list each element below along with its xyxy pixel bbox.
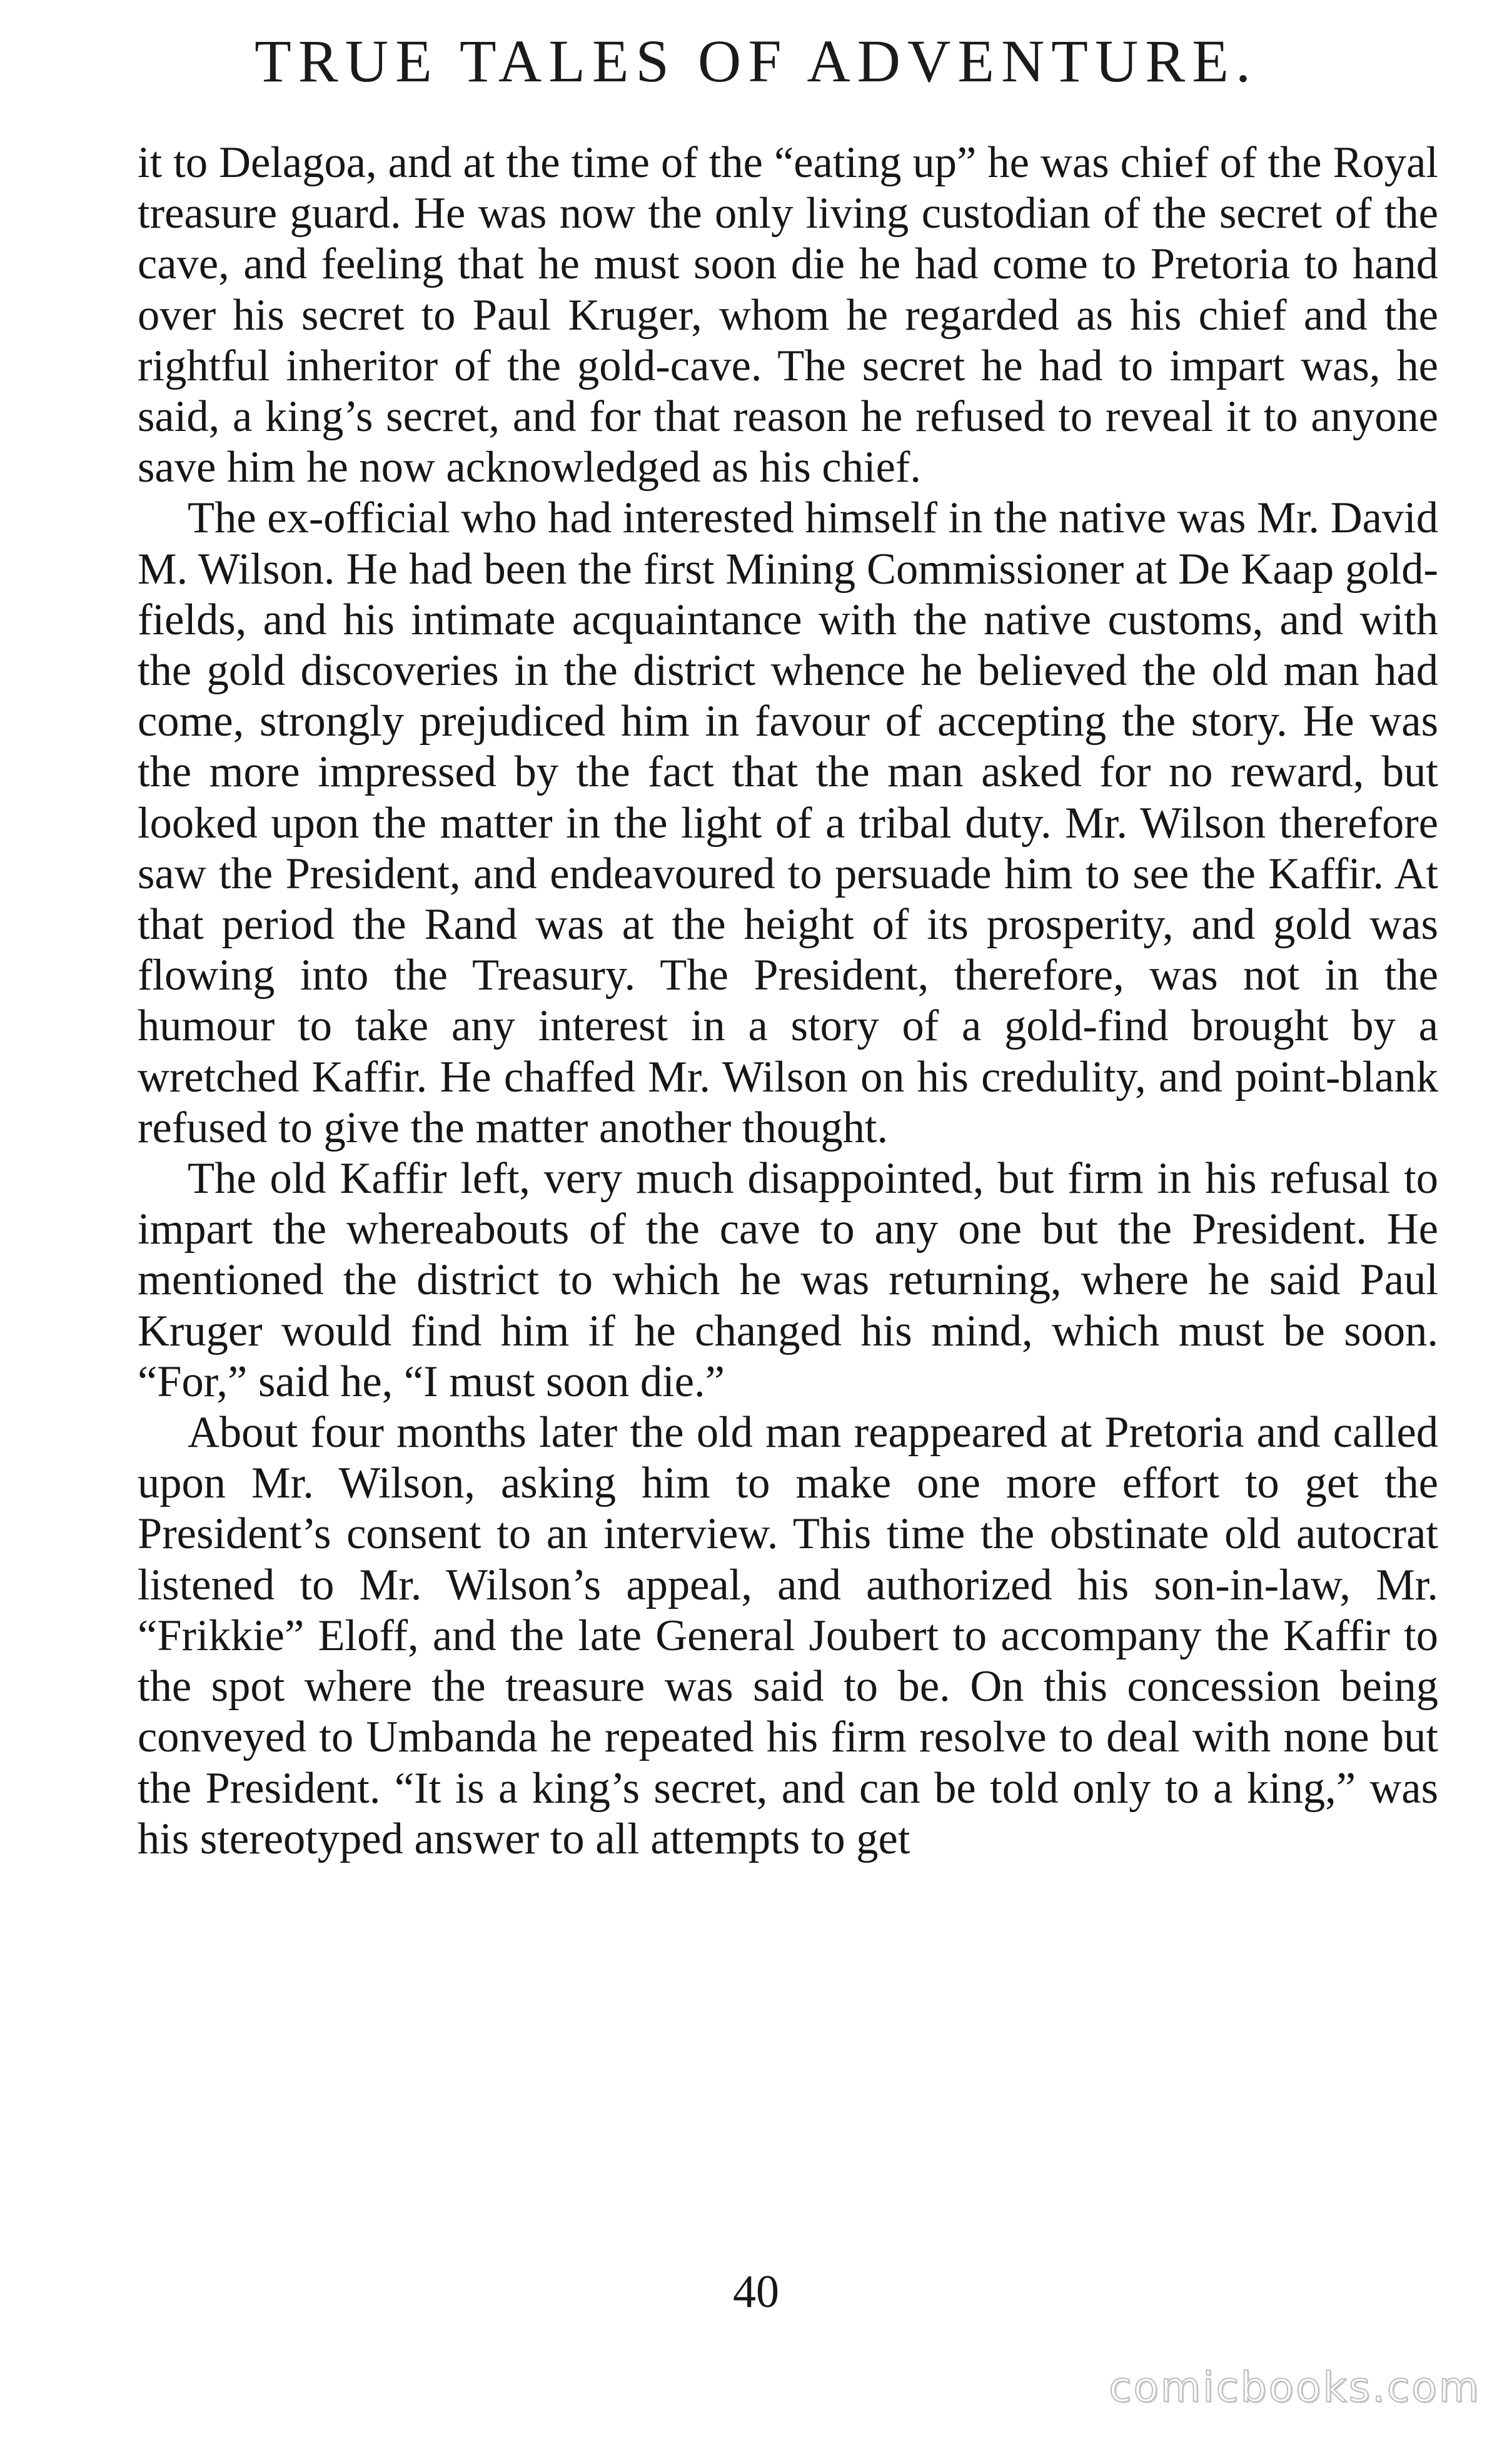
page-title: TRUE TALES OF ADVENTURE.	[255, 28, 1257, 94]
paragraph: About four months later the old man reappeared at Pretoria and called upon Mr. Wilson, asking him to make one more effort to get the President’s consent to an interview. This time the obstinate old autocrat listened to Mr. Wilson’s appeal, and authorized his son-in-law, Mr. “Frikkie” Eloff, and the late General Joubert to accompany the Kaffir to the spot where the treasure was said to be. On this concession being conveyed to Umbanda he repeated his firm resolve to deal with none but the President. “It is a king’s secret, and can be told only to a king,” was his stereotyped answer to all attempts to get	[138, 1408, 1438, 1863]
paragraph: The old Kaffir left, very much disappointed, but firm in his refusal to impart the whereabouts of the cave to any one but the President. He mentioned the district to which he was returning, where he said Paul Kruger would find him if he changed his mind, which must be soon. “For,” said he, “I must soon die.”	[138, 1154, 1438, 1406]
paragraph: it to Delagoa, and at the time of the “eating up” he was chief of the Royal treasure guard. He was now the only living custodian of the secret of the cave, and feeling that he must soon die he had come to Pretoria to hand over his secret to Paul Kruger, whom he regarded as his chief and the rightful inheritor of the gold-cave. The secret he had to impart was, he said, a king’s secret, and for that reason he refused to reveal it to anyone save him he now acknowledged as his chief.	[138, 138, 1438, 492]
page-number: 40	[733, 2266, 779, 2318]
body-text	[138, 138, 1438, 1865]
watermark: comicbooks.com	[1109, 2363, 1481, 2411]
paragraph: The ex-official who had interested himself in the native was Mr. David M. Wilson. He had been the first Mining Commissioner at De Kaap gold-fields, and his intimate acquaintance with the native customs, and with the gold discoveries in the district whence he believed the old man had come, strongly prejudiced him in favour of accepting the story. He was the more impressed by the fact that the man asked for no reward, but looked upon the matter in the light of a tribal duty. Mr. Wilson therefore saw the President, and endeavoured to persuade him to see the Kaffir. At that period the Rand was at the height of its prosperity, and gold was flowing into the Treasury. The President, therefore, was not in the humour to take any interest in a story of a gold-find brought by a wretched Kaffir. He chaffed Mr. Wilson on his credulity, and point-blank refused to give the matter another thought.	[138, 494, 1438, 1152]
